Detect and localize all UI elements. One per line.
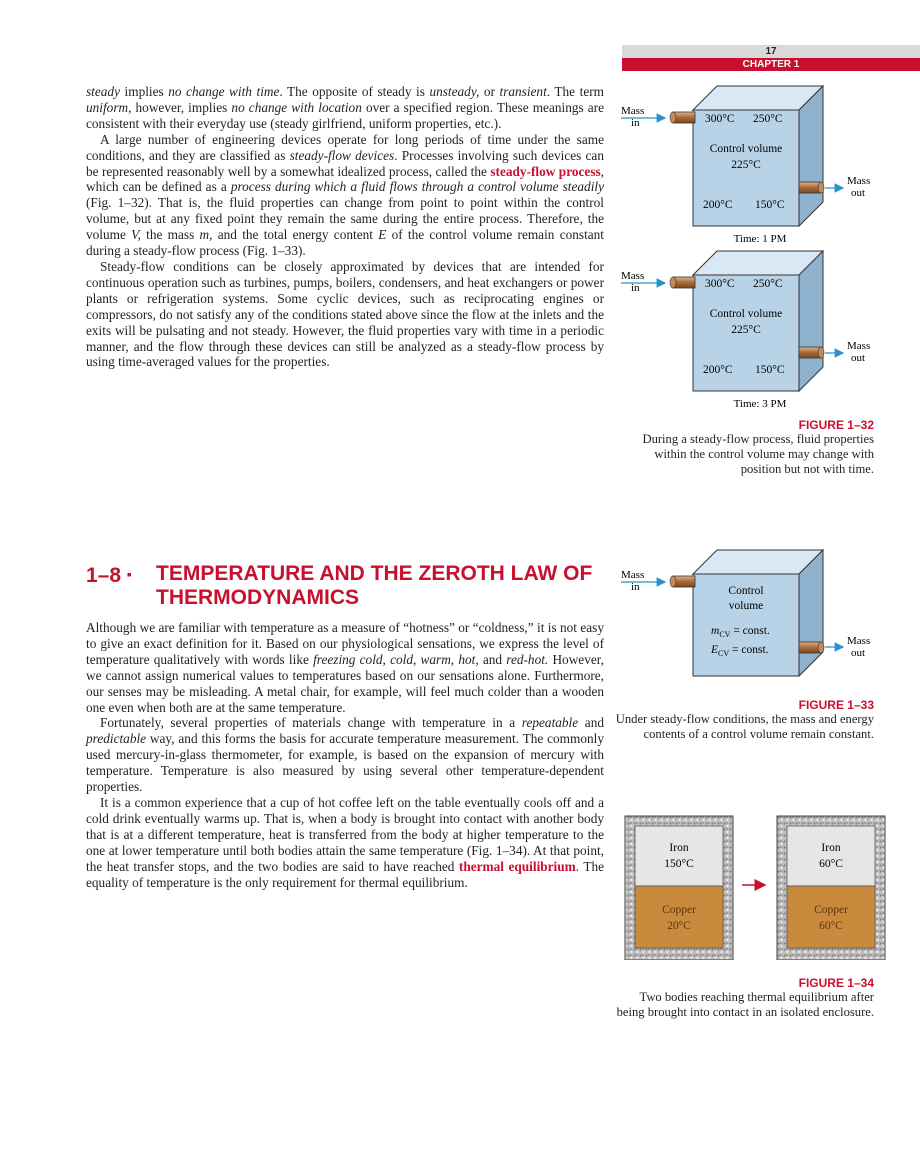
svg-text:out: out: [851, 647, 866, 659]
figure-1-32-caption: During a steady-flow process, fluid properties within the control volume may change with position but not with time.: [642, 432, 874, 476]
section-title-line1: TEMPERATURE AND THE ZEROTH LAW OF: [156, 562, 593, 585]
svg-text:Mass: Mass: [621, 270, 645, 282]
body-text-top: [86, 84, 604, 370]
paragraph-6: It is a common experience that a cup of hot coffee left on the table eventually cools off and a cold drink eventually warms up. That is, when a body is brought into contact with another body that is at a different temperature, heat is transferred from the body at higher temperature to the one at lower temperature until both bodies attain the same temperature (Fig. 1–34). At that point, the heat transfer stops, and the two bodies are said to have reached thermal equilibrium. The equality of temperature is the only requirement for thermal equilibrium.: [86, 794, 605, 890]
svg-text:in: in: [631, 282, 640, 294]
svg-text:out: out: [851, 352, 866, 364]
control-volume-box-2: [621, 251, 870, 410]
svg-text:Time: 3 PM: Time: 3 PM: [733, 398, 787, 410]
svg-text:225°C: 225°C: [731, 324, 761, 336]
svg-text:60°C: 60°C: [819, 920, 843, 932]
svg-text:Control volume: Control volume: [709, 143, 783, 155]
svg-text:Control: Control: [728, 585, 764, 597]
svg-text:200°C: 200°C: [703, 199, 733, 211]
copper-block: [787, 886, 875, 948]
body-text-bottom: [86, 620, 604, 890]
copper-block: [635, 886, 723, 948]
svg-text:150°C: 150°C: [664, 858, 694, 870]
figure-1-34: [615, 810, 920, 1020]
svg-text:mCV = const.: $m_{CV}$ = const.: [711, 625, 770, 639]
svg-text:Iron: Iron: [669, 842, 689, 854]
svg-text:Mass: Mass: [847, 635, 871, 647]
svg-text:Time: 1 PM: Time: 1 PM: [733, 233, 787, 245]
svg-text:Copper: Copper: [814, 904, 848, 916]
page-number: 17: [622, 45, 920, 58]
figure-1-32-label: FIGURE 1–32: [798, 418, 874, 432]
svg-text:Iron: Iron: [821, 842, 841, 854]
svg-text:60°C: 60°C: [819, 858, 843, 870]
svg-text:ECV = const.: $E_{CV}$ = const.: [711, 644, 769, 658]
figure-1-33: [615, 546, 920, 742]
svg-text:20°C: 20°C: [667, 920, 691, 932]
paragraph-3: Steady-flow conditions can be closely approximated by devices that are intended for continuous operation such as turbines, pumps, boilers, condensers, and heat exchangers or power plants or refrigeration systems. Some cyclic devices, such as reciprocating engines or compressors, do not satisfy any of the conditions stated above since the flow at the inlets and the exits will be pulsating and not steady. However, the fluid properties vary with time in a periodic manner, and the flow through these devices can still be analyzed as a steady-flow process by using time-averaged values for the properties.: [86, 258, 604, 370]
section-title-line2: THERMODYNAMICS: [156, 586, 359, 609]
paragraph-4: Although we are familiar with temperature as a measure of “hotness” or “coldness,” it is not easy to give an exact definition for it. Based on our physiological sensations, we express the level of temperature qualitatively with words like freezing cold, cold, warm, hot, and red-hot. However, we cannot assign numerical values to temperatures based on our sensations alone. Furthermore, our senses may be misleading. A metal chair, for example, will feel much colder than a wooden one even when both are at the same temperature.: [86, 620, 604, 715]
section-heading: 1–8 ▪ TEMPERATURE AND THE ZEROTH LAW OF THERMODYNAMICS: [86, 562, 593, 609]
svg-text:200°C: 200°C: [703, 364, 733, 376]
svg-text:Mass: Mass: [847, 175, 871, 187]
svg-text:Copper: Copper: [662, 904, 696, 916]
svg-text:Mass: Mass: [621, 569, 645, 581]
figure-1-34-label: FIGURE 1–34: [798, 976, 874, 990]
svg-text:250°C: 250°C: [753, 278, 783, 290]
svg-text:250°C: 250°C: [753, 113, 783, 125]
figure-1-32: [615, 82, 920, 477]
chapter-label: CHAPTER 1: [622, 58, 920, 71]
figure-1-33-label: FIGURE 1–33: [798, 698, 874, 712]
svg-text:300°C: 300°C: [705, 278, 735, 290]
iron-block: [635, 826, 723, 886]
control-volume-box: [621, 550, 870, 676]
svg-text:150°C: 150°C: [755, 364, 785, 376]
figure-1-34-diagram: [615, 810, 920, 960]
term-steady-flow-process: steady-flow process: [490, 163, 601, 179]
figure-1-34-caption: Two bodies reaching thermal equilibrium after being brought into contact in an isolated enclosure.: [616, 990, 874, 1019]
svg-text:225°C: 225°C: [731, 159, 761, 171]
figure-1-32-diagram: [615, 82, 920, 412]
svg-text:Mass: Mass: [621, 105, 645, 117]
page-header: [622, 45, 920, 71]
paragraph-5: Fortunately, several properties of materials change with temperature in a repeatable and predictable way, and this forms the basis for accurate temperature measurement. The commonly used mercury-in-glass thermometer, for example, is based on the expansion of mercury with temperature. Temperature is also measured by using several other temperature-dependent properties.: [86, 715, 604, 795]
control-volume-box-1: [621, 86, 870, 245]
enclosure-before: [625, 816, 733, 960]
paragraph-2: A large number of engineering devices operate for long periods of time under the same conditions, and they are classified as steady-flow devices. Processes involving such devices can be represented reasonably well by a somewhat idealized process, called the steady-flow process, which can be defined as a process during which a fluid flows through a control volume steadily (Fig. 1–32). That is, the fluid properties can change from point to point within the control volume, but at any fixed point they remain the same during the entire process. Therefore, the volume V, the mass m, and the total energy content E of the control volume remain constant during a steady-flow process (Fig. 1–33).: [86, 131, 605, 259]
svg-text:300°C: 300°C: [705, 113, 735, 125]
enclosure-after: [777, 816, 885, 960]
svg-text:in: in: [631, 117, 640, 129]
figure-1-33-caption: Under steady-flow conditions, the mass and energy contents of a control volume remain constant.: [615, 712, 874, 741]
term-thermal-equilibrium: thermal equilibrium: [458, 858, 576, 874]
svg-text:out: out: [851, 187, 866, 199]
svg-text:150°C: 150°C: [755, 199, 785, 211]
svg-text:volume: volume: [728, 600, 764, 612]
iron-block: [787, 826, 875, 886]
figure-1-33-diagram: [615, 546, 920, 686]
svg-text:in: in: [631, 581, 640, 593]
svg-text:Control volume: Control volume: [709, 308, 783, 320]
svg-text:Mass: Mass: [847, 340, 871, 352]
paragraph-1: steady implies no change with time. The opposite of steady is unsteady, or transient. The term uniform, however, implies no change with location over a specified region. These meanings are consistent with their everyday use (steady girlfriend, uniform properties, etc.).: [86, 84, 605, 131]
